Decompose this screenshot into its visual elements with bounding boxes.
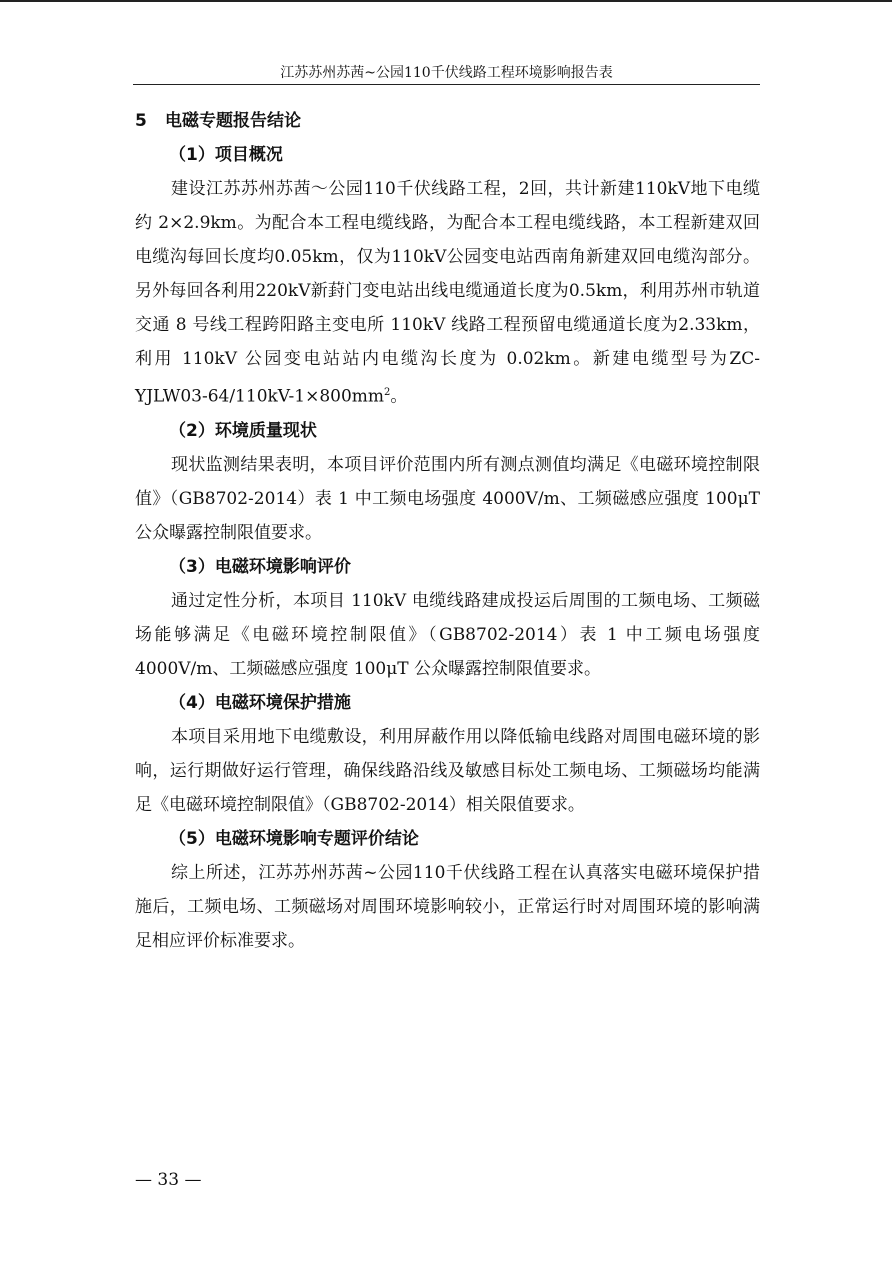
subsection-2-title: （2）环境质量现状: [169, 420, 317, 441]
page-top-border: [0, 0, 892, 2]
header-title: 江苏苏州苏茜~公园110千伏线路工程环境影响报告表: [280, 65, 613, 81]
subsection-4-paragraph: 本项目采用地下电缆敷设，利用屏蔽作用以降低输电线路对周围电磁环境的影响，运行期做好运行管理，确保线路沿线及敏感目标处工频电场、工频磁场均能满足《电磁环境控制限值》（GB8702-2014）相关限值要求。: [135, 726, 760, 815]
page-header: [133, 64, 760, 85]
page-number: — 33 —: [135, 1170, 202, 1190]
subsection-4-title: （4）电磁环境保护措施: [169, 692, 351, 713]
subsection-3-paragraph: 通过定性分析，本项目 110kV 电缆线路建成投运后周围的工频电场、工频磁场能够满足《电磁环境控制限值》（GB8702-2014）表 1 中工频电场强度4000V/m、工频磁感应强度 100μT 公众曝露控制限值要求。: [135, 590, 760, 679]
subsection-5-paragraph: 综上所述，江苏苏州苏茜~公园110千伏线路工程在认真落实电磁环境保护措施后，工频电场、工频磁场对周围环境影响较小，正常运行时对周围环境的影响满足相应评价标准要求。: [135, 862, 760, 951]
subsection-1-text: 建设江苏苏州苏茜～公园110千伏线路工程，2回，共计新建110kV地下电缆约 2×2.9km。为配合本工程电缆线路，为配合本工程电缆线路，本工程新建双回电缆沟每回长度均0.05km，仅为110kV公园变电站西南角新建双回电缆沟部分。另外每回各利用220kV新葑门变电站出线电缆通道长度为0.5km，利用苏州市轨道交通 8 号线工程跨阳路主变电所 110kV 线路工程预留电缆通道长度为2.33km，利用 110kV 公园变电站站内电缆沟长度为 0.02km。新建电缆型号为ZC-YJLW03-64/110kV-1×800mm: [135, 179, 760, 407]
subsection-1-tail: 。: [390, 386, 408, 407]
document-body: [135, 104, 760, 958]
section-heading: [135, 104, 760, 138]
subsection-5-title: （5）电磁环境影响专题评价结论: [169, 828, 419, 849]
subsection-2-paragraph: 现状监测结果表明，本项目评价范围内所有测点测值均满足《电磁环境控制限值》（GB8702-2014）表 1 中工频电场强度 4000V/m、工频磁感应强度 100μT 公众曝露控制限值要求。: [135, 454, 760, 543]
section-number: 5: [135, 111, 147, 131]
section-title: 电磁专题报告结论: [165, 111, 301, 131]
subsection-3-title: （3）电磁环境影响评价: [169, 556, 351, 577]
subsection-1-paragraph: [135, 172, 760, 414]
subsection-1-title: （1）项目概况: [169, 145, 283, 165]
superscript-2: 2: [384, 387, 391, 398]
